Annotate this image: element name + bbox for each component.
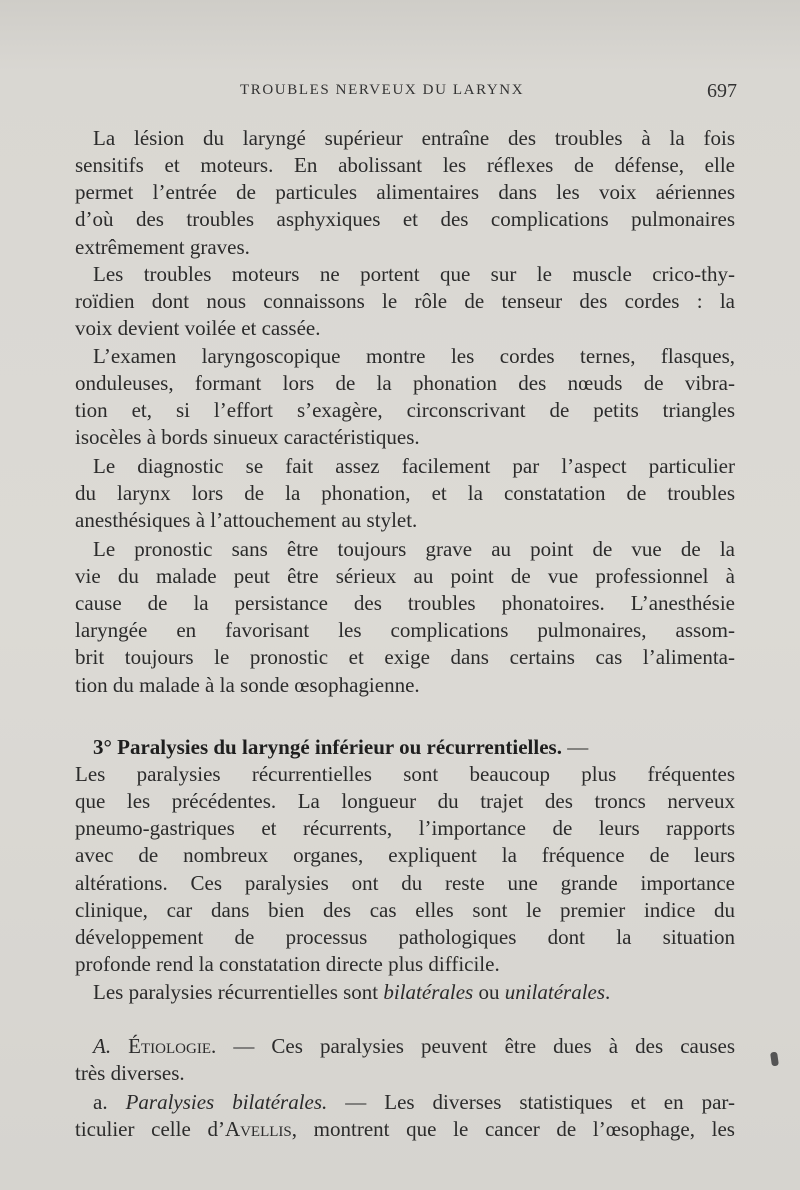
text-line: altérations. Ces paralysies ont du reste une grande importance	[75, 871, 735, 895]
section-heading-line	[93, 733, 735, 763]
text-line: Le diagnostic se fait assez facilement par l’aspect particulier	[93, 454, 735, 478]
text-line: isocèles à bords sinueux caractéristiques.	[75, 425, 420, 449]
text-span: — Les diverses statistiques et en par-	[327, 1090, 735, 1114]
page-number: 697	[707, 80, 737, 102]
text-line: L’examen laryngoscopique montre les cordes ternes, flasques,	[93, 344, 735, 368]
text-line: brit toujours le pronostic et exige dans certains cas l’alimenta-	[75, 645, 735, 669]
text-span: — Ces paralysies peuvent être dues à des causes	[216, 1034, 736, 1058]
text-line: clinique, car dans bien des cas elles sont le premier indice du	[75, 898, 735, 922]
running-head: TROUBLES NERVEUX DU LARYNX	[240, 82, 525, 98]
text-line: voix devient voilée et cassée.	[75, 316, 321, 340]
section-heading: 3° Paralysies du laryngé inférieur ou récurrentielles.	[93, 735, 562, 759]
text-line: laryngée en favorisant les complications pulmonaires, assom-	[75, 618, 735, 642]
subsection-title: Paralysies bilatérales.	[125, 1090, 328, 1114]
text-line: roïdien dont nous connaissons le rôle de tenseur des cordes : la	[75, 289, 735, 313]
text-line: développement de processus pathologiques dont la situation	[75, 925, 735, 949]
text-span: Les paralysies récurrentielles sont	[93, 980, 384, 1004]
text-line: très diverses.	[75, 1061, 185, 1085]
page-header	[75, 82, 735, 108]
text-span: .	[605, 980, 611, 1004]
text-line: cause de la persistance des troubles phonatoires. L’anesthésie	[75, 591, 735, 615]
section-letter: A.	[93, 1034, 112, 1058]
paper-speck	[770, 1052, 779, 1067]
text-line: d’où des troubles asphyxiques et des complications pulmonaires	[75, 207, 735, 231]
text-span: ticulier celle d’	[75, 1117, 225, 1141]
heading-dash: —	[561, 735, 589, 759]
text-line-bilateral	[93, 978, 735, 1008]
text-line: Le pronostic sans être toujours grave au point de vue de la	[93, 537, 735, 561]
text-line: vie du malade peut être sérieux au point de vue professionnel à	[75, 564, 735, 588]
italic-term: unilatérales	[504, 980, 606, 1004]
etiologie-line	[93, 1032, 735, 1062]
text-line: du larynx lors de la phonation, et la constatation de troubles	[75, 481, 735, 505]
text-line: que les précédentes. La longueur du trajet des troncs nerveux	[75, 789, 735, 813]
etiologie-title: Étiologie.	[128, 1034, 217, 1058]
text-line-last	[75, 1115, 735, 1145]
text-line: pneumo-gastriques et récurrents, l’importance de leurs rapports	[75, 816, 735, 840]
text-line: sensitifs et moteurs. En abolissant les réflexes de défense, elle	[75, 153, 735, 177]
text-span: , montrent que le cancer de l’œsophage, les	[291, 1117, 735, 1141]
author-name: Avellis	[224, 1117, 292, 1141]
text-span: ou	[473, 980, 505, 1004]
text-line: profonde rend la constatation directe plus difficile.	[75, 952, 500, 976]
italic-term: bilatérales	[383, 980, 474, 1004]
text-line: extrêmement graves.	[75, 235, 250, 259]
text-line: Les troubles moteurs ne portent que sur le muscle crico-thy-	[93, 262, 735, 286]
text-line: La lésion du laryngé supérieur entraîne des troubles à la fois	[93, 126, 735, 150]
text-line: Les paralysies récurrentielles sont beaucoup plus fréquentes	[75, 762, 735, 786]
text-line: tion du malade à la sonde œsophagienne.	[75, 673, 420, 697]
text-line: tion et, si l’effort s’exagère, circonscrivant de petits triangles	[75, 398, 735, 422]
text-line: onduleuses, formant lors de la phonation des nœuds de vibra-	[75, 371, 735, 395]
text-line: avec de nombreux organes, expliquent la fréquence de leurs	[75, 843, 735, 867]
text-line: permet l’entrée de particules alimentaires dans les voix aériennes	[75, 180, 735, 204]
text-line: anesthésiques à l’attouchement au stylet.	[75, 508, 418, 532]
subsection-letter: a.	[93, 1090, 108, 1114]
subsection-line	[93, 1088, 735, 1118]
